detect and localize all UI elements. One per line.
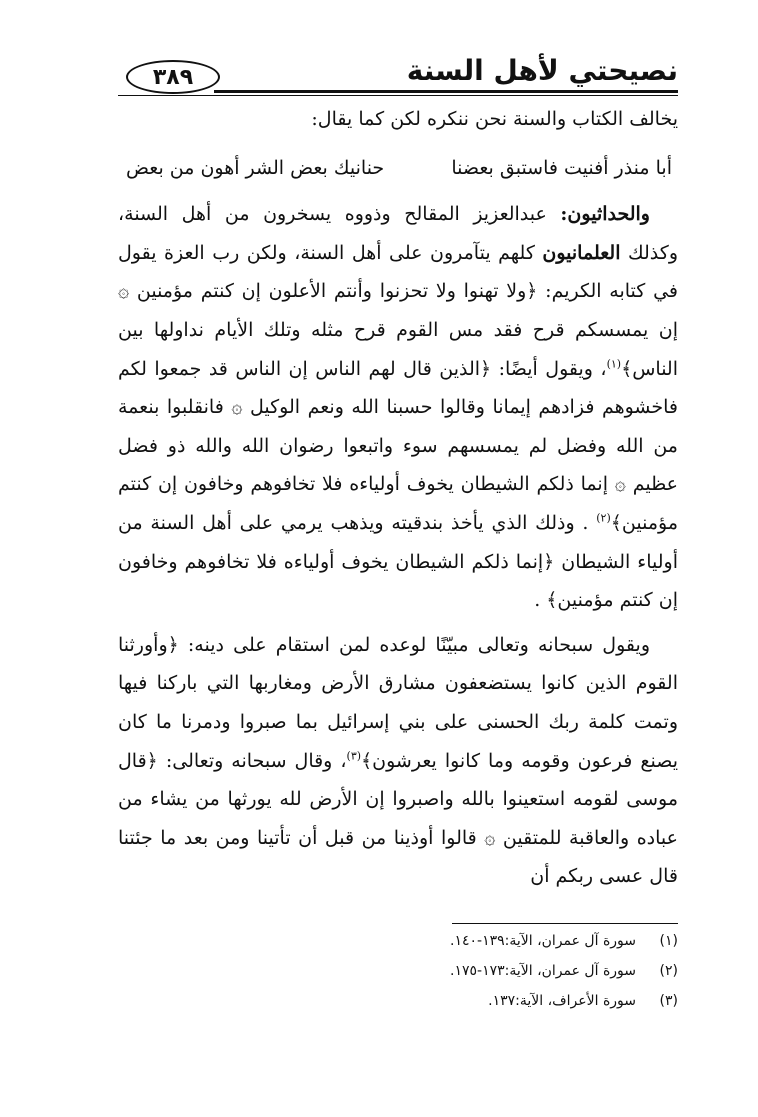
paragraph-text: ، وقال سبحانه وتعالى: ﴿قال موسى لقومه استعينوا بالله واصبروا إن الأرض لله يورثها من يشاء من عباده والعاقبة للمتقين ۞ قالوا أوذينا من قبل أن تأتينا ومن بعد ما جئتنا قال عسى ربكم أن <box>118 749 678 888</box>
term-modernists: والحداثيون: <box>560 203 650 226</box>
page-header <box>118 48 678 98</box>
verse-first-hemistich: أبا منذر أفنيت فاستبق بعضنا <box>451 156 672 179</box>
footnote-ref-3[interactable]: (٣) <box>346 749 362 763</box>
paragraph-intro: يخالف الكتاب والسنة نحن ننكره لكن كما يقال: <box>311 108 678 130</box>
paragraph-text: ، ويقول أيضًا: ﴿الذين قال لهم الناس إن الناس قد جمعوا لكم فاخشوهم فزادهم إيمانا وقالوا حسبنا الله ونعم الوكيل ۞ فانقلبوا بنعمة من الله وفضل لم يمسسهم سوء واتبعوا رضوان الله والله ذو فضل عظيم ۞ إنما ذلكم الشيطان يخوف أولياءه فلا تخافوهم وخافون إن كنتم مؤمنين﴾ <box>118 357 678 534</box>
footnote-text: سورة آل عمران، الآية:١٣٩-١٤٠. <box>450 933 636 949</box>
footnote-item <box>118 986 678 1016</box>
footnote-number: (٢) <box>659 963 678 979</box>
footnote-text: سورة آل عمران، الآية:١٧٣-١٧٥. <box>450 963 636 979</box>
main-text <box>118 100 678 896</box>
paragraph-modernists <box>118 195 678 620</box>
paragraph-promise <box>118 626 678 896</box>
footnote-ref-2[interactable]: (٢) <box>596 511 611 525</box>
paragraph-text: عبدالعزيز المقالح وذووه يسخرون من أهل السنة، وكذلك <box>118 203 678 264</box>
footnote-item <box>118 926 678 956</box>
footnotes <box>118 926 678 1016</box>
footnote-number: (٣) <box>659 993 678 1009</box>
header-rule-thin <box>118 95 678 96</box>
footnote-separator <box>452 923 678 924</box>
paragraph-text: ويقول سبحانه وتعالى مبيّنًا لوعده لمن استقام على دينه: ﴿وأورثنا القوم الذين كانوا يستضعفون مشارق الأرض ومغاربها التي باركنا فيها وتمت كلمة ربك الحسنى على بني إسرائيل بما صبروا ودمرنا ما كان يصنع فرعون وقومه وما كانوا يعرشون﴾ <box>118 633 678 772</box>
footnote-ref-1[interactable]: (١) <box>606 357 622 371</box>
paragraph-text: كلهم يتآمرون على أهل السنة، ولكن رب العزة يقول في كتابه الكريم: ﴿ولا تهنوا ولا تحزنوا وأنتم الأعلون إن كنتم مؤمنين ۞ إن يمسسكم قرح فقد مس القوم قرح مثله وتلك الأيام نداولها بين الناس﴾ <box>118 241 678 380</box>
footnote-item <box>118 956 678 986</box>
page-number: ٣٨٩ <box>152 64 194 90</box>
poetry-verse <box>118 149 678 188</box>
header-rule <box>214 90 678 93</box>
paragraph-text: . وذلك الذي يأخذ بندقيته ويذهب يرمي على أهل السنة من أولياء الشيطان ﴿إنما ذلكم الشيطان يخوف أولياءه فلا تخافوهم وخافون إن كنتم مؤمنين﴾ . <box>118 511 678 612</box>
running-title: نصيحتي لأهل السنة <box>406 54 678 87</box>
verse-second-hemistich: حنانيك بعض الشر أهون من بعض <box>126 156 385 179</box>
footnote-number: (١) <box>659 933 678 949</box>
term-secularists: العلمانيون <box>542 241 621 264</box>
page-number-badge <box>126 60 220 94</box>
footnote-text: سورة الأعراف، الآية:١٣٧. <box>488 993 636 1009</box>
